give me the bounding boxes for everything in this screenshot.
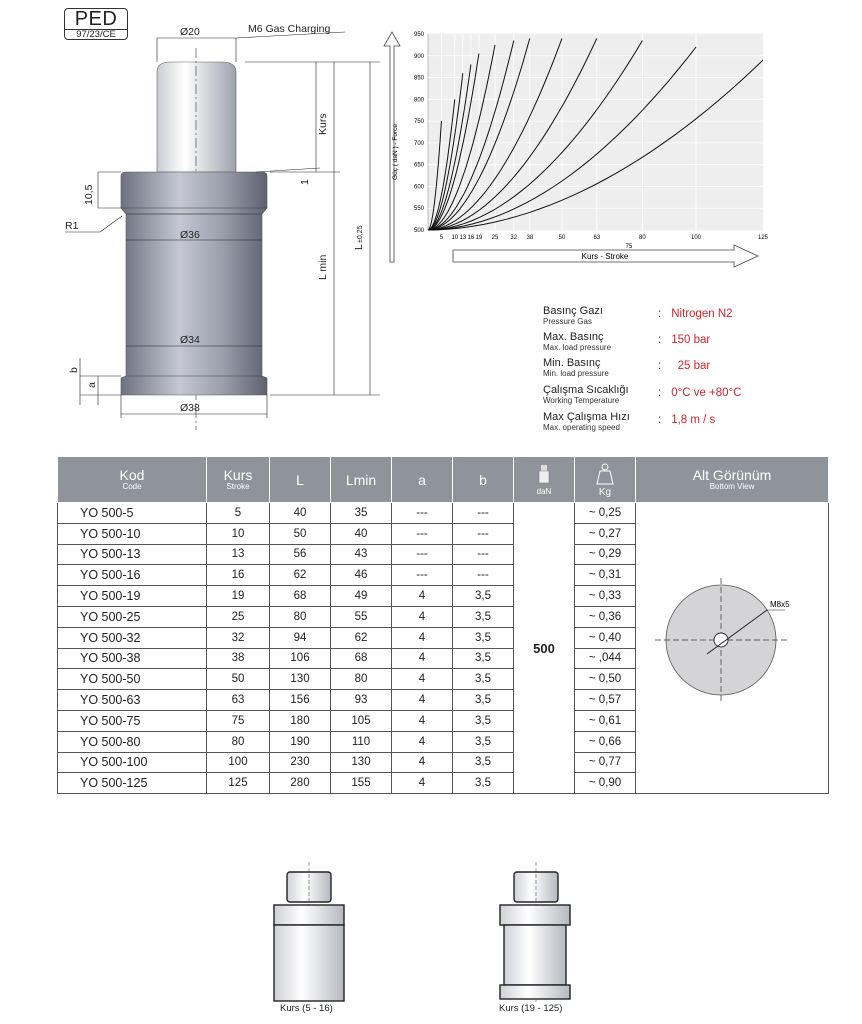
cell-b: --- [453, 523, 514, 544]
kg-weight-icon [592, 463, 618, 485]
x-tick-label: 100 [690, 235, 702, 241]
cell-code: YO 500-75 [58, 710, 207, 731]
cell-lmin: 35 [331, 503, 392, 524]
col-a: a [392, 457, 453, 503]
spec-value: : 25 bar [658, 360, 711, 372]
cell-kurs: 19 [207, 586, 270, 607]
cell-l: 230 [270, 752, 331, 773]
cell-lmin: 93 [331, 690, 392, 711]
y-tick-label: 800 [413, 97, 424, 104]
cell-a: --- [392, 503, 453, 524]
dim-d20: Ø20 [180, 26, 200, 38]
dim-d38: Ø38 [180, 402, 200, 414]
cell-b: --- [453, 544, 514, 565]
cell-kurs: 32 [207, 627, 270, 648]
weight-force-icon [536, 464, 552, 484]
x-tick-label: 32 [510, 235, 518, 241]
cell-l: 106 [270, 648, 331, 669]
bottom-view-drawing [655, 578, 790, 703]
x-tick-label: 13 [459, 235, 467, 241]
cell-code: YO 500-32 [58, 627, 207, 648]
cell-l: 190 [270, 731, 331, 752]
cell-l: 130 [270, 669, 331, 690]
cell-l: 68 [270, 586, 331, 607]
cylinder-body [121, 172, 267, 395]
col-kurs: Kurs Stroke [207, 457, 270, 503]
dim-r1: R1 [65, 220, 79, 232]
caption-short: Kurs (5 - 16) [280, 1003, 333, 1014]
cylinder-long-stroke [496, 862, 576, 1002]
y-tick-label: 850 [413, 75, 424, 82]
cell-kurs: 13 [207, 544, 270, 565]
x-tick-label: 5 [439, 235, 444, 241]
y-tick-label: 950 [413, 32, 424, 38]
cell-code: YO 500-16 [58, 565, 207, 586]
cell-a: 4 [392, 606, 453, 627]
cell-b: 3,5 [453, 669, 514, 690]
cell-kg: ~ 0,33 [575, 586, 636, 607]
dim-d36: Ø36 [180, 229, 200, 241]
cell-lmin: 46 [331, 565, 392, 586]
ped-title: PED [74, 8, 118, 30]
caption-long: Kurs (19 - 125) [499, 1003, 563, 1014]
x-tick-label: 50 [558, 235, 566, 241]
cell-b: 3,5 [453, 773, 514, 794]
col-b: b [453, 457, 514, 503]
spec-label: Max. Basınç Max. load pressure [543, 331, 612, 352]
cell-l: 56 [270, 544, 331, 565]
cell-b: 3,5 [453, 586, 514, 607]
cell-l: 40 [270, 503, 331, 524]
force-stroke-chart [370, 22, 770, 272]
x-tick-label: 10 [451, 235, 459, 241]
col-dan: daN [514, 457, 575, 503]
x-axis-label: Kurs - Stroke [581, 252, 629, 261]
cell-lmin: 62 [331, 627, 392, 648]
cell-lmin: 130 [331, 752, 392, 773]
cell-kurs: 63 [207, 690, 270, 711]
cell-lmin: 43 [331, 544, 392, 565]
cell-a: 4 [392, 690, 453, 711]
cell-kurs: 5 [207, 503, 270, 524]
cell-b: 3,5 [453, 690, 514, 711]
dim-10-5: 10,5 [83, 184, 95, 205]
y-tick-label: 500 [413, 228, 424, 234]
dim-d34: Ø34 [180, 334, 200, 346]
cell-a: --- [392, 544, 453, 565]
cell-force: 500 [514, 503, 575, 794]
cell-kg: ~ 0,57 [575, 690, 636, 711]
cell-code: YO 500-80 [58, 731, 207, 752]
dim-b: b [68, 367, 80, 373]
col-kg: Kg [575, 457, 636, 503]
cell-code: YO 500-13 [58, 544, 207, 565]
cell-a: 4 [392, 752, 453, 773]
cylinder-short-stroke [270, 862, 350, 1002]
cell-code: YO 500-19 [58, 586, 207, 607]
y-tick-label: 650 [413, 162, 424, 169]
cell-code: YO 500-125 [58, 773, 207, 794]
cell-kurs: 50 [207, 669, 270, 690]
cell-b: 3,5 [453, 710, 514, 731]
cell-b: --- [453, 565, 514, 586]
y-tick-label: 900 [413, 53, 424, 60]
spec-label: Basınç Gazı Pressure Gas [543, 305, 603, 326]
cell-kg: ~ 0,29 [575, 544, 636, 565]
cell-l: 180 [270, 710, 331, 731]
x-tick-label: 125 [757, 235, 769, 241]
dim-a: a [86, 382, 98, 388]
cell-l: 156 [270, 690, 331, 711]
cell-kg: ~ 0,27 [575, 523, 636, 544]
col-bottom-view: Alt Görünüm Bottom View [636, 457, 829, 503]
y-tick-label: 550 [413, 206, 424, 213]
cell-code: YO 500-10 [58, 523, 207, 544]
x-tick-label: 16 [467, 235, 475, 241]
spec-value: : Nitrogen N2 [658, 308, 733, 320]
dim-l: L [353, 244, 365, 250]
spec-value: : 1,8 m / s [658, 414, 716, 426]
cell-code: YO 500-100 [58, 752, 207, 773]
cell-kurs: 10 [207, 523, 270, 544]
table-row [58, 503, 829, 524]
cell-b: 3,5 [453, 752, 514, 773]
cell-l: 62 [270, 565, 331, 586]
cell-kurs: 100 [207, 752, 270, 773]
x-tick-label: 63 [593, 235, 601, 241]
col-l: L [270, 457, 331, 503]
m8-label: M8x5 [770, 600, 790, 609]
cell-kg: ~ ,044 [575, 648, 636, 669]
cell-lmin: 80 [331, 669, 392, 690]
cell-kg: ~ 0,36 [575, 606, 636, 627]
cell-kurs: 38 [207, 648, 270, 669]
cell-l: 80 [270, 606, 331, 627]
cell-b: --- [453, 503, 514, 524]
cell-kg: ~ 0,61 [575, 710, 636, 731]
cell-code: YO 500-25 [58, 606, 207, 627]
cell-l: 50 [270, 523, 331, 544]
cell-a: --- [392, 565, 453, 586]
spec-label: Çalışma Sıcaklığı Working Temperature [543, 384, 629, 405]
cell-b: 3,5 [453, 648, 514, 669]
spec-label: Min. Basınç Min. load pressure [543, 357, 609, 378]
cell-a: 4 [392, 731, 453, 752]
cell-kurs: 125 [207, 773, 270, 794]
spec-value: : 150 bar [658, 334, 711, 346]
dim-l-tol: ±0,25 [357, 225, 364, 243]
cell-code: YO 500-50 [58, 669, 207, 690]
x-tick-label: 75 [625, 244, 633, 250]
dim-kurs: Kurs [317, 113, 329, 135]
cell-b: 3,5 [453, 731, 514, 752]
cell-lmin: 40 [331, 523, 392, 544]
y-tick-label: 750 [413, 119, 424, 126]
y-tick-label: 600 [413, 184, 424, 191]
cell-l: 94 [270, 627, 331, 648]
x-tick-label: 25 [491, 235, 499, 241]
cell-kg: ~ 0,50 [575, 669, 636, 690]
cell-lmin: 68 [331, 648, 392, 669]
cell-kg: ~ 0,77 [575, 752, 636, 773]
gas-charging-label: M6 Gas Charging [248, 23, 331, 35]
cell-kg: ~ 0,25 [575, 503, 636, 524]
cell-l: 280 [270, 773, 331, 794]
piston-rod [157, 62, 236, 172]
cell-kg: ~ 0,31 [575, 565, 636, 586]
cell-lmin: 55 [331, 606, 392, 627]
cell-code: YO 500-5 [58, 503, 207, 524]
cell-kurs: 75 [207, 710, 270, 731]
cell-code: YO 500-63 [58, 690, 207, 711]
cell-a: --- [392, 523, 453, 544]
cell-a: 4 [392, 586, 453, 607]
y-tick-label: 700 [413, 140, 424, 147]
y-axis-label: Güç ( daN ) - Force [392, 124, 399, 180]
cell-code: YO 500-38 [58, 648, 207, 669]
cell-a: 4 [392, 710, 453, 731]
x-tick-label: 80 [639, 235, 646, 241]
ped-subtitle: 97/23/CE [65, 29, 127, 40]
cylinder-drawing [0, 0, 400, 430]
cell-lmin: 155 [331, 773, 392, 794]
x-tick-label: 38 [526, 235, 534, 241]
cell-kg: ~ 0,66 [575, 731, 636, 752]
col-kod: Kod Code [58, 457, 207, 503]
col-lmin: Lmin [331, 457, 392, 503]
x-tick-label: 19 [475, 235, 483, 241]
cell-b: 3,5 [453, 627, 514, 648]
cell-a: 4 [392, 648, 453, 669]
dim-1: 1 [299, 179, 311, 185]
cell-b: 3,5 [453, 606, 514, 627]
cell-a: 4 [392, 627, 453, 648]
cell-kurs: 25 [207, 606, 270, 627]
cell-kg: ~ 0,90 [575, 773, 636, 794]
spec-label: Max Çalışma Hızı Max. operating speed [543, 411, 630, 432]
cell-lmin: 110 [331, 731, 392, 752]
dim-lmin: L min [317, 254, 329, 280]
cell-lmin: 105 [331, 710, 392, 731]
cell-kurs: 80 [207, 731, 270, 752]
spec-value: : 0°C ve +80°C [658, 387, 742, 399]
cell-lmin: 49 [331, 586, 392, 607]
cell-kg: ~ 0,40 [575, 627, 636, 648]
cell-a: 4 [392, 773, 453, 794]
cell-kurs: 16 [207, 565, 270, 586]
cell-a: 4 [392, 669, 453, 690]
